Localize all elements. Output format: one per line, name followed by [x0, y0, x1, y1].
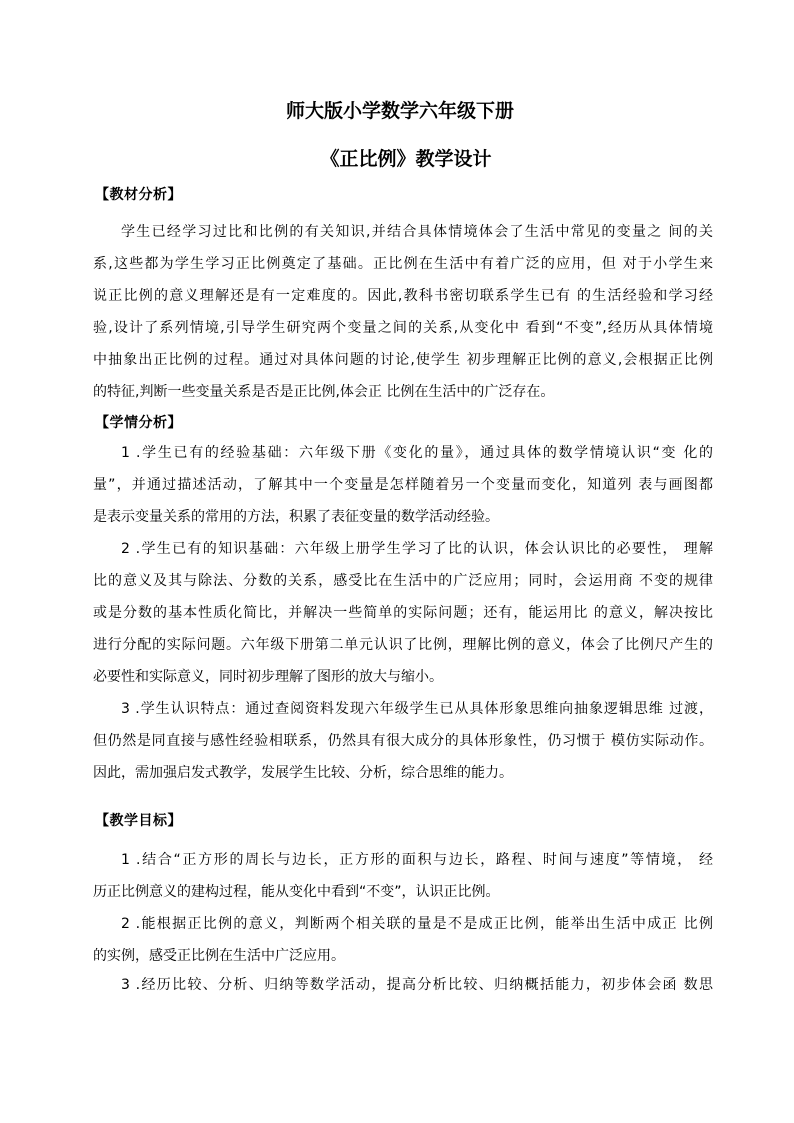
paragraph-line: 说正比例的意义理解还是有一定难度的。因此,教科书密切联系学生已有 的生活经验和学习经	[93, 288, 713, 304]
paragraph-line: 中抽象出正比例的过程。通过对具体问题的讨论,使学生 初步理解正比例的意义,会根据正比例	[93, 352, 713, 368]
paragraph-line: 学生已经学习过比和比例的有关知识,并结合具体情境体会了生活中常见的变量之 间的关	[121, 224, 713, 240]
paragraph-line: 的特征,判断一些变量关系是否是正比例,体会正 比例在生活中的广泛存在。	[93, 384, 555, 400]
paragraph-line: 但仍然是同直接与感性经验相联系，仍然具有很大成分的具体形象性，仍习惯于 模仿实际动作。	[93, 733, 713, 749]
paragraph-line: 3 .学生认识特点：通过查阅资料发现六年级学生已从具体形象思维向抽象逻辑思维 过渡，	[121, 701, 713, 717]
paragraph-line: 是表示变量关系的常用的方法，积累了表征变量的数学活动经验。	[93, 509, 499, 525]
paragraph-line: 或是分数的基本性质化简比，并解决一些简单的实际问题；还有，能运用比 的意义，解决按比	[93, 605, 713, 621]
paragraph-line: 2 .能根据正比例的意义，判断两个相关联的量是不是成正比例，能举出生活中成正 比例	[121, 916, 713, 932]
paragraph-line: 历正比例意义的建构过程，能从变化中看到“不变”，认识正比例。	[93, 884, 500, 900]
document-title: 师大版小学数学六年级下册	[285, 100, 514, 122]
paragraph-line: 必要性和实际意义，同时初步理解了图形的放大与缩小。	[93, 669, 443, 685]
paragraph-line: 比的意义及其与除法、分数的关系，感受比在生活中的广泛应用；同时，会运用商 不变的规律	[93, 573, 713, 589]
paragraph-line: 因此，需加强启发式教学，发展学生比较、分析，综合思维的能力。	[93, 765, 513, 781]
section-heading-student-analysis: 【学情分析】	[95, 415, 182, 431]
paragraph-line: 2 .学生已有的知识基础：六年级上册学生学习了比的认识，体会认识比的必要性， 理解	[121, 541, 713, 557]
paragraph-line: 量”，并通过描述活动，了解其中一个变量是怎样随着另一个变量而变化，知道列 表与画图都	[93, 477, 713, 493]
paragraph-line: 1 .学生已有的经验基础：六年级下册《变化的量》，通过具体的数学情境认识“变 化的	[121, 445, 713, 461]
document-subtitle: 《正比例》教学设计	[320, 148, 492, 170]
paragraph-line: 进行分配的实际问题。六年级下册第二单元认识了比例，理解比例的意义，体会了比例尺产生的	[93, 637, 713, 653]
paragraph-line: 的实例，感受正比例在生活中广泛应用。	[93, 948, 345, 964]
paragraph-line: 1 .结合“正方形的周长与边长，正方形的面积与边长，路程、时间与速度”等情境， 经	[121, 852, 713, 868]
paragraph-line: 系,这些都为学生学习正比例奠定了基础。正比例在生活中有着广泛的应用，但 对于小学生来	[93, 256, 713, 272]
section-heading-teaching-objectives: 【教学目标】	[95, 813, 182, 829]
paragraph-line: 3 .经历比较、分析、归纳等数学活动，提高分析比较、归纳概括能力，初步体会函 数思	[121, 977, 713, 993]
paragraph-line: 验,设计了系列情境,引导学生研究两个变量之间的关系,从变化中 看到“不变”,经历从具体情境	[93, 320, 713, 336]
section-heading-textbook-analysis: 【教材分析】	[95, 187, 182, 203]
